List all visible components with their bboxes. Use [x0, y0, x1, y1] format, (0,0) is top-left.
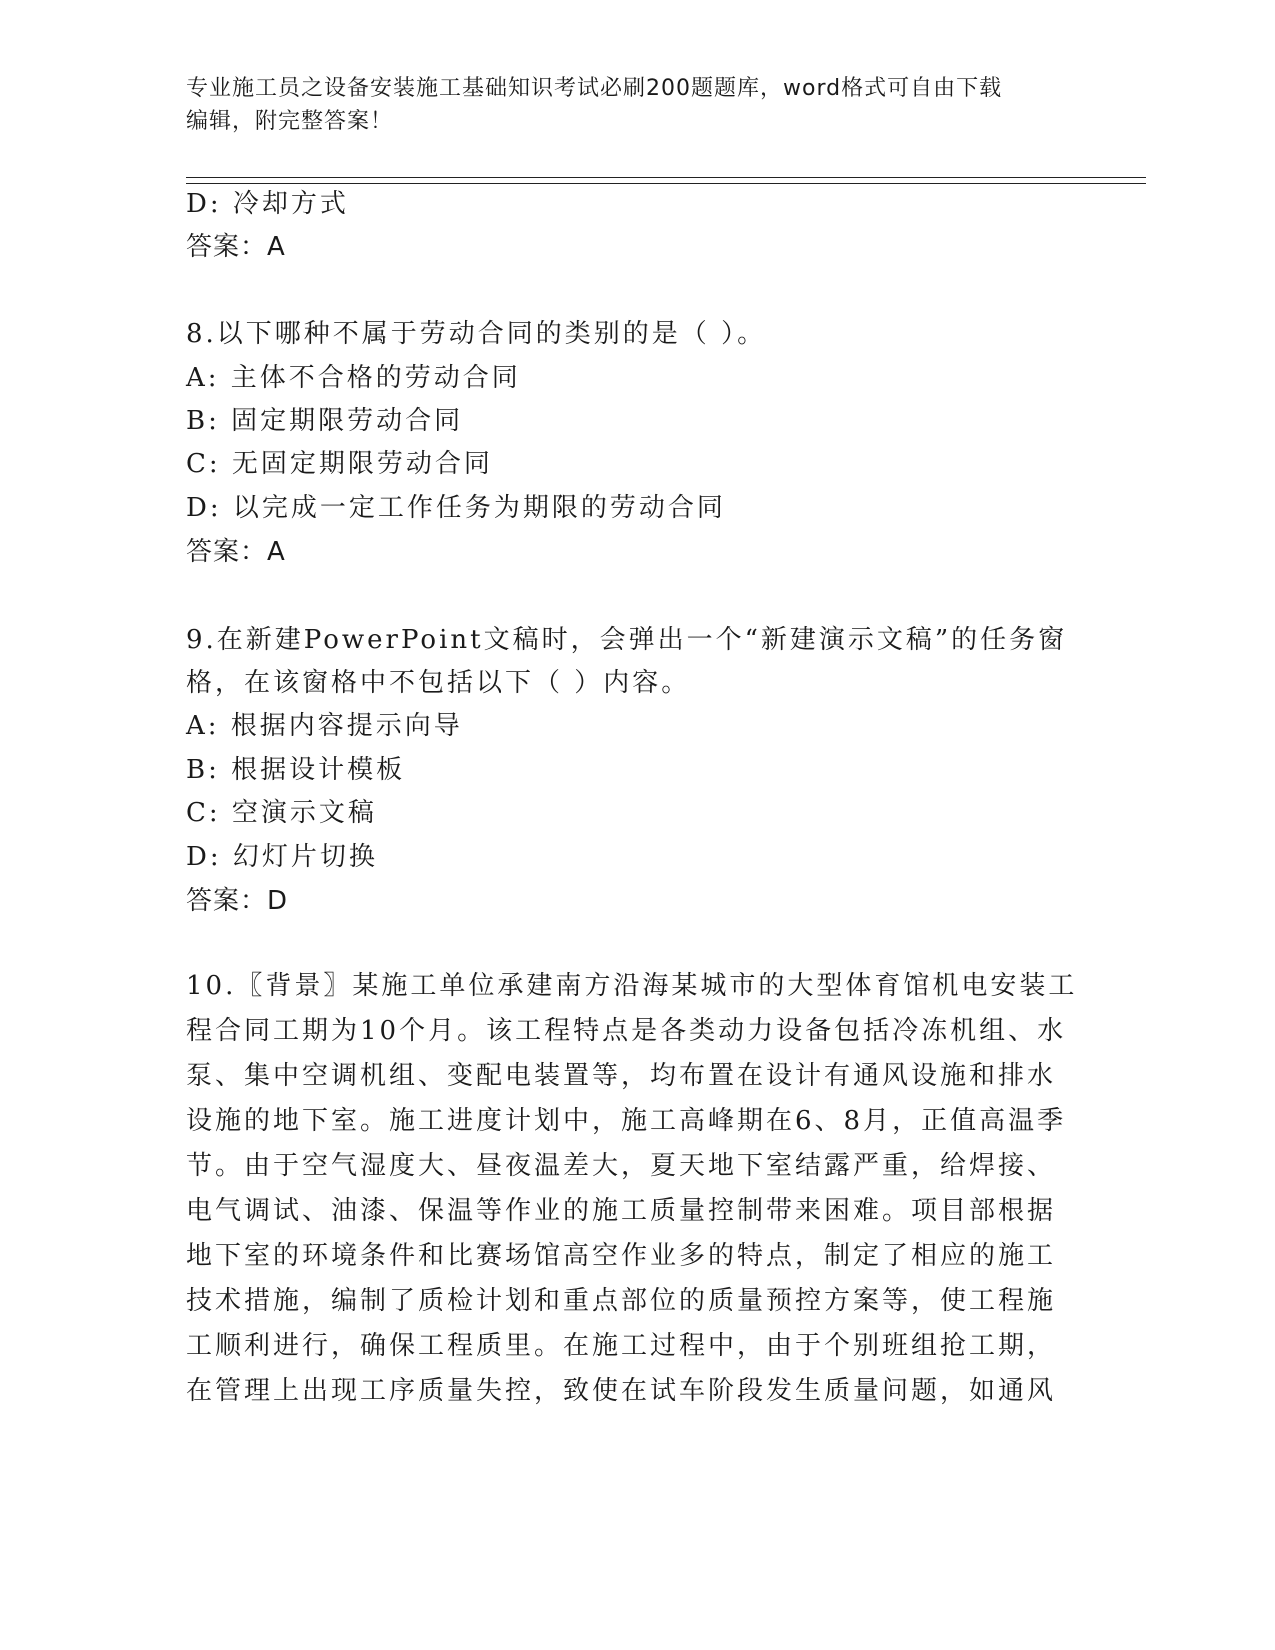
q10-line: 设施的地下室。施工进度计划中，施工高峰期在6、8月，正值高温季 [186, 1106, 1067, 1136]
q8-option-d: D: 以完成一定工作任务为期限的劳动合同 [186, 493, 726, 523]
q9-question-line-1: 9.在新建PowerPoint文稿时，会弹出一个“新建演示文稿”的任务窗 [186, 625, 1068, 655]
q10-line: 技术措施，编制了质检计划和重点部位的质量预控方案等，使工程施 [186, 1286, 1057, 1316]
header-divider-top [186, 177, 1146, 178]
q7-answer: 答案：A [186, 232, 286, 262]
q8-option-b: B: 固定期限劳动合同 [186, 406, 464, 436]
q9-option-c: C: 空演示文稿 [186, 798, 377, 828]
q10-line: 电气调试、油漆、保温等作业的施工质量控制带来困难。项目部根据 [186, 1196, 1057, 1226]
q7-option-d: D: 冷却方式 [186, 189, 349, 219]
q8-option-a: A: 主体不合格的劳动合同 [186, 363, 521, 393]
q10-line: 泵、集中空调机组、变配电装置等，均布置在设计有通风设施和排水 [186, 1061, 1057, 1091]
q9-answer: 答案：D [186, 886, 289, 916]
q10-line: 10.〖背景〗某施工单位承建南方沿海某城市的大型体育馆机电安装工 [186, 971, 1078, 1001]
q9-option-d: D: 幻灯片切换 [186, 842, 378, 872]
q10-line: 工顺利进行，确保工程质里。在施工过程中，由于个别班组抢工期， [186, 1331, 1057, 1361]
q9-option-b: B: 根据设计模板 [186, 755, 406, 785]
q8-option-c: C: 无固定期限劳动合同 [186, 449, 493, 479]
document-header [186, 72, 1066, 138]
q8-answer: 答案：A [186, 537, 286, 567]
q10-line: 程合同工期为10个月。该工程特点是各类动力设备包括冷冻机组、水 [186, 1016, 1067, 1046]
header-title-line-1: 专业施工员之设备安装施工基础知识考试必刷200题题库，word格式可自由下载 [186, 76, 1003, 101]
q10-line: 节。由于空气湿度大、昼夜温差大，夏天地下室结露严重，给焊接、 [186, 1151, 1057, 1181]
q10-question [186, 964, 1078, 1414]
q8-question: 8.以下哪种不属于劳动合同的类别的是（ ）。 [186, 319, 767, 349]
q9-question-line-2: 格，在该窗格中不包括以下（ ）内容。 [186, 668, 691, 698]
header-title-line-2: 编辑，附完整答案！ [186, 109, 394, 134]
q10-line: 在管理上出现工序质量失控，致使在试车阶段发生质量问题，如通风 [186, 1376, 1057, 1406]
q9-option-a: A: 根据内容提示向导 [186, 711, 463, 741]
q10-line: 地下室的环境条件和比赛场馆高空作业多的特点，制定了相应的施工 [186, 1241, 1057, 1271]
header-divider-bottom [186, 183, 1146, 184]
